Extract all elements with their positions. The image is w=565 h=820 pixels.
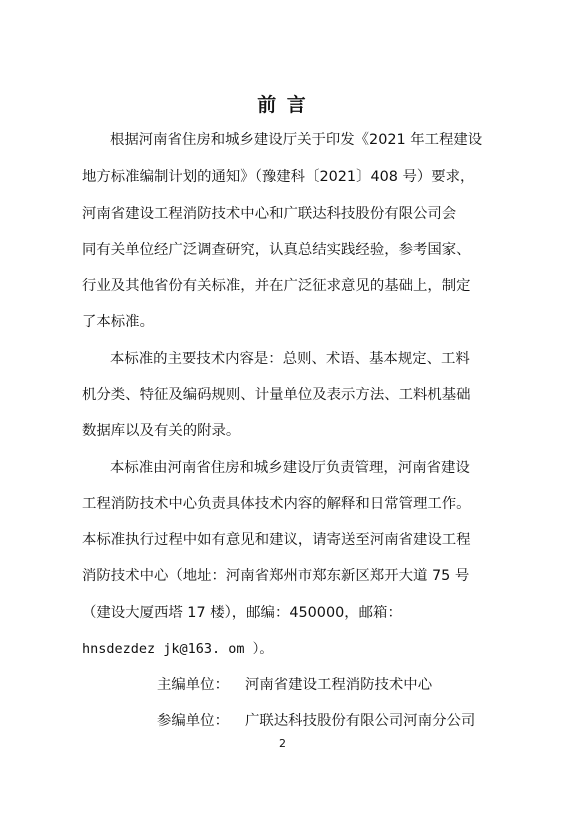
body-line-5: 行业及其他省份有关标准，并在广泛征求意见的基础上，制定 [82, 278, 471, 294]
body-line-1: 根据河南省住房和城乡建设厅关于印发《2021 年工程建设 [110, 132, 483, 148]
body-line-8: 机分类、特征及编码规则、计量单位及表示方法、工料机基础 [82, 387, 471, 403]
page-title: 前 言 [257, 94, 308, 116]
body-line-6: 了本标准。 [82, 314, 154, 330]
body-line-15: hnsdezdez jk@163. om ）。 [82, 641, 273, 657]
body-line-13: 消防技术中心（地址：河南省郑州市郑东新区郑开大道 75 号 [82, 568, 470, 584]
body-line-14: （建设大厦西塔 17 楼），邮编：450000，邮箱： [82, 605, 402, 621]
page-number: 2 [279, 737, 286, 750]
body-line-3: 河南省建设工程消防技术中心和广联达科技股份有限公司会 [82, 206, 457, 222]
coeditor-value: 广联达科技股份有限公司河南分公司 [245, 713, 476, 729]
body-line-2: 地方标准编制计划的通知》（豫建科〔2021〕408 号）要求， [82, 169, 475, 185]
body-line-12: 本标准执行过程中如有意见和建议，请寄送至河南省建设工程 [82, 532, 471, 548]
editor-value: 河南省建设工程消防技术中心 [245, 677, 433, 693]
body-line-10: 本标准由河南省住房和城乡建设厅负责管理，河南省建设 [110, 460, 470, 476]
coeditor-label: 参编单位： [157, 713, 229, 729]
body-line-4: 同有关单位经广泛调查研究，认真总结实践经验，参考国家、 [82, 242, 471, 258]
body-line-7: 本标准的主要技术内容是：总则、术语、基本规定、工料 [110, 351, 470, 367]
body-line-11: 工程消防技术中心负责具体技术内容的解释和日常管理工作。 [82, 496, 471, 512]
body-line-9: 数据库以及有关的附录。 [82, 423, 241, 439]
editor-label: 主编单位： [157, 677, 229, 693]
